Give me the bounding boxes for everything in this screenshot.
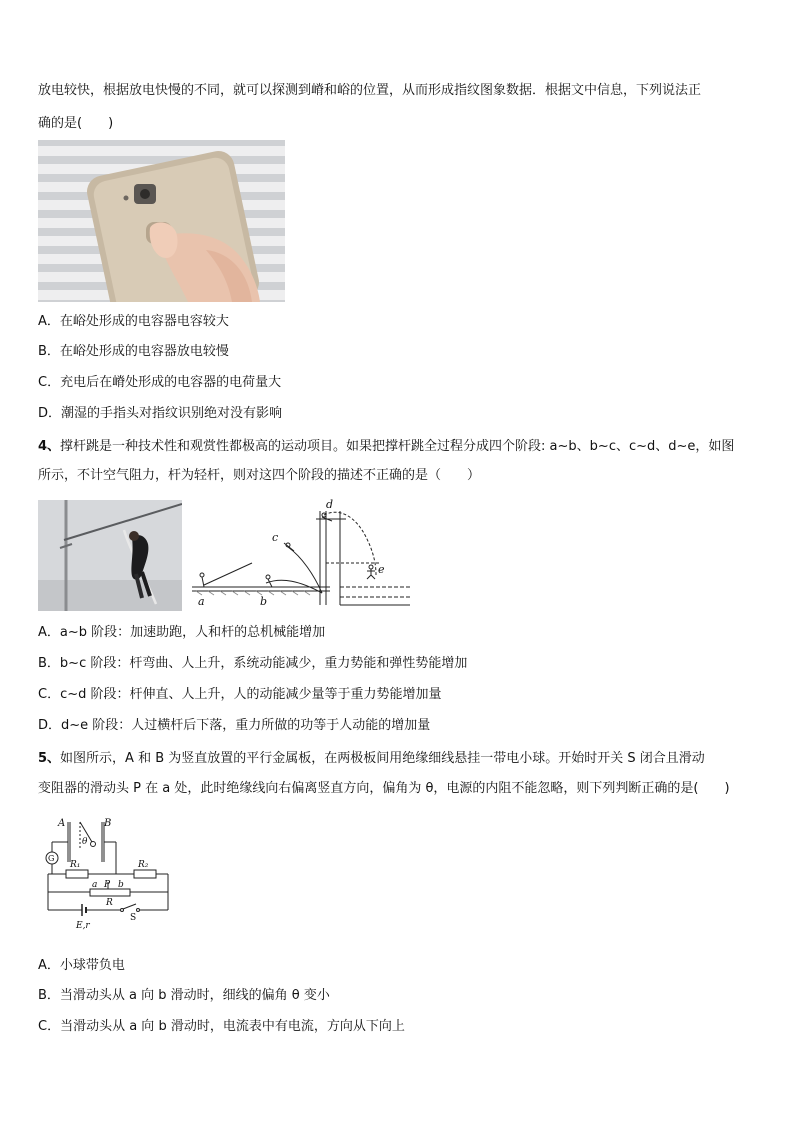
- q4-option-a: A．a~b 阶段：加速助跑，人和杆的总机械能增加: [38, 625, 326, 640]
- q5-stem-line1: [38, 750, 705, 768]
- q5-option-a: A．小球带负电: [38, 958, 125, 973]
- q4-option-b: B．b~c 阶段：杆弯曲、人上升，系统动能减少，重力势能和弹性势能增加: [38, 656, 468, 671]
- pole-vault-stages-diagram: [190, 497, 412, 613]
- circuit-diagram: [40, 812, 180, 932]
- circuit-label-b: b: [118, 880, 124, 890]
- circuit-label-B: B: [104, 818, 112, 829]
- circuit-label-R2: R₂: [138, 860, 149, 870]
- diagram-label-d: d: [326, 498, 334, 511]
- circuit-label-G: G: [48, 854, 55, 863]
- circuit-label-P: P: [104, 880, 111, 890]
- q5-stem-line2: 变阻器的滑动头 P 在 a 处，此时绝缘线向右偏离竖直方向，偏角为 θ，电源的内阻不能忽略，则下列判断正确的是( ): [38, 781, 730, 796]
- q5-option-b: B．当滑动头从 a 向 b 滑动时，细线的偏角 θ 变小: [38, 988, 330, 1003]
- q3-option-c: C．充电后在嵴处形成的电容器的电荷量大: [38, 375, 282, 390]
- q5-option-c: C．当滑动头从 a 向 b 滑动时，电流表中有电流，方向从下向上: [38, 1019, 405, 1034]
- q4-stem-text1: 撑杆跳是一种技术性和观赏性都极高的运动项目。如果把撑杆跳全过程分成四个阶段: a~b、b~c、c~d、d~e，如图: [60, 439, 735, 454]
- q4-option-d: D．d~e 阶段：人过横杆后下落，重力所做的功等于人动能的增加量: [38, 718, 431, 733]
- diagram-label-c: c: [272, 531, 279, 544]
- circuit-label-theta: θ: [82, 837, 88, 847]
- q5-stem-text1: 如图所示，A 和 B 为竖直放置的平行金属板，在两极板间用绝缘细线悬挂一带电小球。开始时开关 S 闭合且滑动: [60, 751, 705, 766]
- circuit-label-R: R: [106, 898, 113, 908]
- circuit-label-R1: R₁: [70, 860, 81, 870]
- q4-number: 4、: [38, 439, 61, 454]
- q3-option-b: B．在峪处形成的电容器放电较慢: [38, 344, 229, 359]
- fingerprint-phone-photo: [38, 140, 285, 302]
- diagram-label-b: b: [260, 595, 268, 608]
- diagram-label-a: a: [198, 595, 205, 608]
- circuit-label-a: a: [92, 880, 98, 890]
- q3-stem-line1: 放电较快，根据放电快慢的不同，就可以探测到嵴和峪的位置，从而形成指纹图象数据．根据文中信息，下列说法正: [38, 83, 702, 98]
- diagram-label-e: e: [378, 563, 385, 576]
- q3-option-a: A．在峪处形成的电容器电容较大: [38, 314, 229, 329]
- circuit-label-S: S: [130, 913, 137, 923]
- q5-number: 5、: [38, 751, 61, 766]
- q3-option-d: D．潮湿的手指头对指纹识别绝对没有影响: [38, 406, 283, 421]
- circuit-label-Er: E,r: [76, 921, 90, 931]
- q4-option-c: C．c~d 阶段：杆伸直、人上升，人的动能减少量等于重力势能增加量: [38, 687, 442, 702]
- pole-vault-photo: [38, 500, 182, 611]
- q4-stem-line1: [38, 438, 734, 456]
- circuit-label-A: A: [58, 818, 66, 829]
- q4-stem-line2: 所示，不计空气阻力，杆为轻杆，则对这四个阶段的描述不正确的是（ ）: [38, 468, 481, 483]
- q3-stem-line2: 确的是( ): [38, 116, 114, 131]
